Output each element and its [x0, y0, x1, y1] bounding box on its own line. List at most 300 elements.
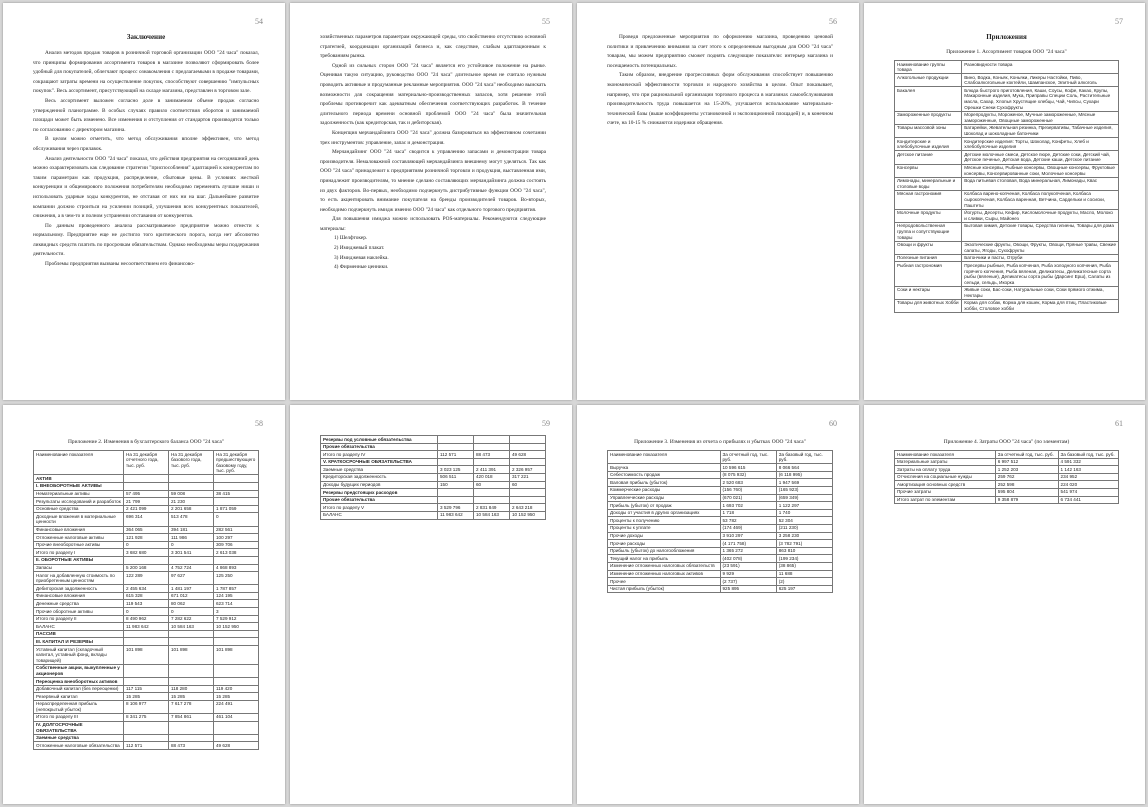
table-cell: 3 529 796: [438, 504, 474, 512]
paragraph: Весь ассортимент выложен согласно доле в занимаемом объеме продаж согласно утвержденной планограмме. В особых случаях правило соответствия оборотов и занимаемой площади может быть изменено. Все изменения и отступления от стандартов производятся только по согласованию с директором магазина.: [33, 97, 259, 133]
table-cell: Прочие обязательства: [321, 496, 438, 504]
table-cell: Прочие расходы: [608, 540, 721, 548]
table-row: [895, 241, 1119, 254]
table-cell: (156 760): [720, 486, 776, 494]
table-cell: 3 023 125: [438, 466, 474, 474]
table-row: [34, 693, 259, 701]
page-number: 54: [255, 17, 263, 26]
table-row: [608, 585, 833, 593]
table-cell: [169, 556, 214, 564]
table-row: [34, 541, 259, 549]
table-cell: Наименование группы товара: [895, 61, 962, 74]
table-cell: 119 543: [124, 600, 169, 608]
table-cell: 0: [124, 541, 169, 549]
table-cell: Финансовые вложения: [34, 526, 124, 534]
table-cell: Резервы под условные обязательства: [321, 436, 438, 444]
table-cell: 541 974: [1058, 488, 1118, 496]
table-cell: [169, 638, 214, 646]
table-cell: 863 810: [776, 547, 832, 555]
table-cell: 513 478: [169, 513, 214, 526]
table-cell: [438, 458, 474, 466]
table-row: [608, 578, 833, 586]
table-cell: Доходы от участия в других организациях: [608, 509, 721, 517]
table-cell: Себестоимость продаж: [608, 471, 721, 479]
table-header-row: [34, 451, 259, 475]
table-cell: 101 898: [214, 646, 259, 665]
table-row: [34, 585, 259, 593]
table-cell: 309 706: [214, 541, 259, 549]
paragraph: Анализ методов продаж товаров в розничной торговой организации ООО "24 часа" показал, что принципы формирования ассортимента товаров в магазине позволяют сформировать более удобный для покупателей, облегчают процесс ознакомления с предлагаемыми в продаже товарами, сокращают затраты времени на осуществление покупок, способствуют совершению "импульсных покупок". Весь ассортимент, присутствующий на складе магазина, представлен в торговом зале.: [33, 50, 259, 95]
table-cell: 88 473: [169, 742, 214, 750]
table-row: [895, 466, 1119, 474]
table-cell: 0: [169, 541, 214, 549]
table-row: [34, 713, 259, 721]
table-cell: Отложенные налоговые активы: [34, 534, 124, 542]
table-cell: [438, 443, 474, 451]
table-row: [608, 464, 833, 472]
table-cell: 8 341 275: [124, 713, 169, 721]
table-cell: IV. ДОЛГОСРОЧНЫЕ ОБЯЗАТЕЛЬСТВА: [34, 721, 124, 734]
costs-by-element-table: [894, 450, 1119, 504]
table-cell: 0: [214, 513, 259, 526]
table-cell: Переоценка внеоборотных активов: [34, 678, 124, 686]
table-row: [34, 615, 259, 623]
table-cell: БАЛАНС: [34, 623, 124, 631]
table-cell: 2 520 683: [720, 479, 776, 487]
table-cell: Товары для животных Хобби: [895, 299, 962, 312]
table-row: [608, 562, 833, 570]
table-cell: Молочные продукты: [895, 209, 962, 222]
table-cell: 117 115: [124, 685, 169, 693]
table-row: [34, 534, 259, 542]
table-cell: [474, 496, 510, 504]
table-cell: Отчисления на социальные нужды: [895, 473, 996, 481]
table-cell: 9 358 879: [995, 496, 1058, 504]
paragraph: Анализ деятельности ООО "24 часа" показал, что действия предприятия на сегодняшний день можно охарактеризовать как следование стратегии "приспособления" адаптацией к конкурентам по таким параметрам как продукция, распределение, сбытовые цены. В условиях жесткой конкуренции и общемирового положения потребителям необходимо переменять лучшие ниши и использовать ударные ходы конкурентов, не отставая от них ни на шаг. Дальнейшее развитие компании должно строиться на усилении позиций, улучшения всех конкурентных показателей, снижения, а в чем-то и полном устранении отставания от конкурентов.: [33, 155, 259, 220]
table-row: [34, 734, 259, 742]
table-cell: Батарейки, Жевательная резинка, Презервативы, Табачные изделия, Шоколад и шоколадные батончики: [962, 124, 1119, 137]
table-cell: 49 628: [510, 451, 546, 459]
table-row: [34, 482, 259, 490]
table-row: [34, 592, 259, 600]
table-cell: Батончики и пасты, Отруби: [962, 254, 1119, 262]
table-cell: Кредиторская задолженность: [321, 473, 438, 481]
table-cell: Итого по разделу V: [321, 504, 438, 512]
table-cell: 461 104: [214, 713, 259, 721]
table-cell: (4 171 758): [720, 540, 776, 548]
table-cell: Детское питание: [895, 151, 962, 164]
table-cell: Кондитерские изделия: Торты, Шоколад, Конфеты, Хлеб и хлебобулочные изделия: [962, 138, 1119, 151]
table-cell: 8 490 962: [124, 615, 169, 623]
table-row: [34, 513, 259, 526]
table-cell: 595 804: [995, 488, 1058, 496]
table-row: [895, 473, 1119, 481]
table-cell: 317 221: [510, 473, 546, 481]
table-cell: 9 929: [720, 570, 776, 578]
table-cell: [474, 436, 510, 444]
table-cell: Бытовая химия, Детские товары, Средства гигиены, Товары для дома: [962, 222, 1119, 241]
table-cell: Итого по разделу I: [34, 549, 124, 557]
table-cell: Финансовые вложения: [34, 592, 124, 600]
table-row: [34, 721, 259, 734]
table-cell: 2 455 634: [124, 585, 169, 593]
table-row: [34, 623, 259, 631]
table-cell: Наименование показателя: [34, 451, 124, 475]
table-cell: Нематериальные активы: [34, 490, 124, 498]
table-cell: 696 314: [124, 513, 169, 526]
table-cell: Бакалея: [895, 87, 962, 111]
table-cell: [124, 734, 169, 742]
table-row: [895, 286, 1119, 299]
paragraph: Проблемы предприятия вызваны несоответствием его финансово-: [45, 261, 195, 268]
table-header-row: [895, 451, 1119, 459]
table-cell: Итого по разделу III: [34, 713, 124, 721]
appendix-title: Приложения: [986, 33, 1027, 41]
table-cell: Результаты исследований и разработок: [34, 498, 124, 506]
table-cell: 8 106 977: [124, 700, 169, 713]
table-cell: 101 898: [124, 646, 169, 665]
table-cell: Нераспределенная прибыль (непокрытый убыток): [34, 700, 124, 713]
table-cell: 101 898: [169, 646, 214, 665]
table-cell: Товары массовой зоны: [895, 124, 962, 137]
table-row: [34, 638, 259, 646]
table-row: [321, 511, 546, 519]
table-cell: 100 297: [214, 534, 259, 542]
table-cell: 0: [124, 608, 169, 616]
table-row: [895, 209, 1119, 222]
table-cell: 5 200 168: [124, 564, 169, 572]
table-cell: Доходные вложения в материальные ценности: [34, 513, 124, 526]
table-cell: 394 181: [169, 526, 214, 534]
table-cell: [124, 638, 169, 646]
table-cell: [214, 556, 259, 564]
table-cell: (8 075 932): [720, 471, 776, 479]
table-cell: [474, 443, 510, 451]
table-cell: [214, 638, 259, 646]
table-cell: [510, 458, 546, 466]
table-cell: 3 258 230: [776, 532, 832, 540]
table-caption: Приложение 4. Затраты ООО "24 часа" (по элементам): [943, 439, 1070, 445]
balance-sheet-table: [33, 450, 259, 750]
table-cell: Корма для собак, Корма для кошек, Корма для птиц, Пластиковые хобби, Столовое хобби: [962, 299, 1119, 312]
table-cell: (2 737): [720, 578, 776, 586]
table-cell: 8 066 564: [776, 464, 832, 472]
table-cell: [510, 496, 546, 504]
document-page-54: [3, 3, 285, 400]
table-cell: 10 584 163: [474, 511, 510, 519]
table-cell: [124, 475, 169, 483]
table-cell: 420 018: [474, 473, 510, 481]
table-row: [895, 481, 1119, 489]
table-cell: 119 420: [214, 685, 259, 693]
table-cell: [124, 630, 169, 638]
table-cell: Пресервы рыбные, Рыба копченая, Рыба холодного копчения, Рыба горячего копчения, Рыба вяленая, Деликатесы, Деликатесные сорта рыбы (вяленые), Деликатесы сорта рыбы (Дарсинг Ерш), Салаты из сельди, сельдь, Икорка: [962, 262, 1119, 286]
table-cell: Проценты к уплате: [608, 524, 721, 532]
table-cell: Налог на добавленную стоимость по приобретенным ценностям: [34, 572, 124, 585]
table-cell: 60: [510, 481, 546, 489]
table-cell: 118 280: [169, 685, 214, 693]
table-row: [34, 498, 259, 506]
table-cell: [169, 630, 214, 638]
table-cell: 224 020: [1058, 481, 1118, 489]
table-cell: (211 230): [776, 524, 832, 532]
balance-sheet-table-continued: [320, 435, 546, 520]
table-cell: 6 997 512: [995, 458, 1058, 466]
paragraph: В целом можно отметить, что метод обслуживания вполне эффективен, что метод обслуживания через прилавок.: [33, 136, 259, 152]
table-cell: (6 118 995): [776, 471, 832, 479]
table-row: [895, 222, 1119, 241]
table-cell: Разновидности товара: [962, 61, 1119, 74]
table-cell: 1 481 197: [169, 585, 214, 593]
table-cell: Колбаса варено-копченая, Колбаса полукопченая, Колбаса сырокопченая, Колбаса варенная, Ветчина, Сардельки и сосиски, Паштеты: [962, 190, 1119, 209]
table-cell: 112 571: [438, 451, 474, 459]
table-cell: Прибыль (убыток) до налогообложения: [608, 547, 721, 555]
table-cell: 234 952: [1058, 473, 1118, 481]
table-cell: [510, 436, 546, 444]
table-row: [34, 564, 259, 572]
table-cell: Управленческие расходы: [608, 494, 721, 502]
table-row: [608, 547, 833, 555]
table-cell: 2 326 957: [510, 466, 546, 474]
table-cell: Материальные затраты: [895, 458, 996, 466]
paragraph: По данным проведенного анализа рассматриваемое предприятие можно отнести к нормальному. Предприятие еще не достигло того критического порога, когда нет абсолютно ликвидных средств платить по просрочкам обязательствам. Однако необходимы меры поддержания деятельности.: [33, 222, 259, 258]
table-cell: 4 752 724: [169, 564, 214, 572]
table-cell: Замороженные продукты: [895, 111, 962, 124]
table-cell: V. КРАТКОСРОЧНЫЕ ОБЯЗАТЕЛЬСТВА: [321, 458, 438, 466]
document-page-56: [577, 3, 859, 400]
table-row: [608, 509, 833, 517]
table-cell: Кондитерские и хлебобулочные изделия: [895, 138, 962, 151]
table-cell: 3: [214, 608, 259, 616]
table-cell: [169, 475, 214, 483]
table-row: [321, 496, 546, 504]
paragraph: Концепция мерчандайзинга ООО "24 часа" должна базироваться на эффективном сочетании трех инструментов: управление, запас и демонстрация.: [320, 129, 546, 146]
table-row: [34, 630, 259, 638]
table-cell: 121 928: [124, 534, 169, 542]
table-row: [34, 505, 259, 513]
table-cell: Основные средства: [34, 505, 124, 513]
page-number: 55: [542, 17, 550, 26]
table-cell: 49 628: [214, 742, 259, 750]
table-cell: 4 591 332: [1058, 458, 1118, 466]
table-cell: 925 895: [720, 585, 776, 593]
table-cell: Полезные питания: [895, 254, 962, 262]
table-cell: [438, 489, 474, 497]
table-cell: Выручка: [608, 464, 721, 472]
table-row: [34, 664, 259, 677]
page-number: 61: [1115, 419, 1123, 428]
table-caption: Приложение 3. Изменения из отчета о прибылях и убытках ООО "24 часа": [634, 439, 806, 445]
table-cell: Уставный капитал (складочный капитал, уставный фонд, вклады товарищей): [34, 646, 124, 665]
table-cell: 10 596 615: [720, 464, 776, 472]
table-row: [608, 471, 833, 479]
table-header-row: [895, 61, 1119, 74]
table-cell: За отчетный год, тыс. руб.: [995, 451, 1058, 459]
table-cell: 2 643 218: [510, 504, 546, 512]
table-row: [895, 124, 1119, 137]
table-cell: I. ВНЕОБОРОТНЫЕ АКТИВЫ: [34, 482, 124, 490]
list-item: 3) Имиджевая наклейка.: [334, 254, 389, 261]
table-cell: На 31 декабря отчетного года, тыс. руб.: [124, 451, 169, 475]
table-cell: Консервы: [895, 164, 962, 177]
table-row: [34, 678, 259, 686]
table-cell: 4 868 893: [214, 564, 259, 572]
table-row: [321, 451, 546, 459]
table-cell: 7 529 912: [214, 615, 259, 623]
list-item: 2) Имиджевый плакат.: [334, 245, 385, 252]
table-cell: ПАССИВ: [34, 630, 124, 638]
table-row: [34, 646, 259, 665]
table-cell: 3 682 680: [124, 549, 169, 557]
document-page-61: [864, 405, 1145, 804]
list-item: 1) Шелфтокер.: [334, 235, 368, 242]
paragraph: Мерчандайзинг ООО "24 часа" сводится к управлению запасами и демонстрации товара производителя. Немаловажной составляющей мерчандайзинга внешнему могут уделяться. Так как ООО "24 часа" принадлежит к предприятиям розничной торговли и продукция, выставленная ими, принадлежит производителям, то мнение сделано составляющих мерчандайзинга должна состоять из двух факторов. Во-первых, необходимо подчеркнуть дистрибутивные функции ООО "24 часа", то есть акцентировать внимание покупателя на бренды производителей товаров. Во-вторых, необходимо подчеркнуть имидж именно ООО "24 часа" как отдельного торгового предприятия.: [320, 149, 546, 213]
table-cell: 57 495: [124, 490, 169, 498]
page-number: 57: [1115, 17, 1123, 26]
table-cell: [214, 630, 259, 638]
table-cell: 60: [474, 481, 510, 489]
table-cell: 6 734 441: [1058, 496, 1118, 504]
table-row: [895, 164, 1119, 177]
table-cell: Наименование показателя: [608, 451, 721, 464]
table-cell: Наименование показателя: [895, 451, 996, 459]
page-number: 59: [542, 419, 550, 428]
table-cell: Итого по разделу IV: [321, 451, 438, 459]
table-cell: 97 627: [169, 572, 214, 585]
table-header-row: [608, 451, 833, 464]
table-cell: 259 762: [995, 473, 1058, 481]
table-cell: 282 561: [214, 526, 259, 534]
table-cell: За отчетный год, тыс. руб.: [720, 451, 776, 464]
table-cell: На 31 декабря базового года, тыс. руб.: [169, 451, 214, 475]
table-cell: 364 065: [124, 526, 169, 534]
table-cell: Йогурты, Десерты, Кефир, Кисломолочные продукты, Масло, Молоко и сливки, Сыры, Майонез: [962, 209, 1119, 222]
table-cell: Мясные консервы, Рыбные консервы, Овощные консервы, Фруктовые консервы, Консервированные соки, Молочные консервы: [962, 164, 1119, 177]
document-page-55: [290, 3, 572, 400]
table-cell: 671 012: [169, 592, 214, 600]
table-cell: 88 473: [474, 451, 510, 459]
pos-materials-list: [320, 234, 546, 272]
table-row: [34, 600, 259, 608]
table-row: [895, 74, 1119, 87]
table-cell: 623 714: [214, 600, 259, 608]
table-cell: Текущий налог на прибыль: [608, 555, 721, 563]
table-cell: [124, 721, 169, 734]
table-cell: Изменение отложенных налоговых обязательств: [608, 562, 721, 570]
table-cell: [169, 721, 214, 734]
table-cell: 2 201 658: [169, 505, 214, 513]
table-cell: 1 365 272: [720, 547, 776, 555]
table-row: [34, 556, 259, 564]
table-row: [321, 458, 546, 466]
table-row: [895, 262, 1119, 286]
table-cell: 7 617 278: [169, 700, 214, 713]
table-cell: [124, 664, 169, 677]
table-cell: [510, 443, 546, 451]
table-row: [895, 496, 1119, 504]
table-cell: 125 250: [214, 572, 259, 585]
table-cell: 3 301 541: [169, 549, 214, 557]
table-cell: Заемные средства: [34, 734, 124, 742]
table-cell: Живые соки, Бас-соки, Натуральные соки, Соки прямого отжима, Нектары: [962, 286, 1119, 299]
document-page-58: [3, 405, 285, 804]
table-cell: (670 021): [720, 494, 776, 502]
table-cell: Экзотические фрукты, Овощи, Фрукты, Овощи, Пряные травы, Свежие салаты, Ягоды, Сухофрукты: [962, 241, 1119, 254]
table-cell: Морепродукты, Мороженое, Мучные замороженные, Мясные замороженные, Овощные замороженные: [962, 111, 1119, 124]
table-cell: Запасы: [34, 564, 124, 572]
table-cell: Прибыль (убыток) от продаж: [608, 502, 721, 510]
table-cell: [169, 664, 214, 677]
table-cell: АКТИВ: [34, 475, 124, 483]
table-cell: 2 831 849: [474, 504, 510, 512]
table-cell: (2): [776, 578, 832, 586]
table-cell: Денежные средства: [34, 600, 124, 608]
paragraph: Одной из сильных сторон ООО "24 часа" является его устойчивое положение на рынке. Оценивая такую ситуацию, руководство ООО "24 часа" длительное время не считало нужным проводить активные и продуманные рекламные мероприятия. ООО "24 часа" необходимо выискать возможности для сокращения материально-производственных запасов, хотя решение этой проблемы противоречит как адекватным обеспечения соответствующих разработок. В течение длительного периода времени основной проблемой ООО "24 часа" была значительная задолженность (как кредиторская, так и дебиторская).: [320, 62, 546, 127]
table-cell: 21 230: [169, 498, 214, 506]
table-row: [608, 532, 833, 540]
table-cell: Алкогольные продукции: [895, 74, 962, 87]
paragraph: Для повышения имиджа можно использовать POS-материалы. Рекомендуются следующие материалы:: [320, 216, 546, 232]
table-caption: Приложение 2. Изменения в бухгалтерского баланса ООО "24 часа": [68, 439, 224, 445]
table-cell: Вода питьевая столовая, Вода минеральная, Лимонады, Квас: [962, 177, 1119, 190]
table-cell: 111 986: [169, 534, 214, 542]
table-header-row: [321, 436, 546, 444]
table-cell: [214, 664, 259, 677]
table-cell: 11 983 642: [124, 623, 169, 631]
table-cell: 59 008: [169, 490, 214, 498]
page-number: 56: [829, 17, 837, 26]
table-cell: (199 234): [776, 555, 832, 563]
table-cell: [214, 721, 259, 734]
table-cell: Резервы предстоящих расходов: [321, 489, 438, 497]
table-cell: Мясная гастрономия: [895, 190, 962, 209]
table-cell: [124, 556, 169, 564]
table-cell: 15 285: [169, 693, 214, 701]
document-page-57: [864, 3, 1145, 400]
table-cell: 2 411 391: [474, 466, 510, 474]
table-row: [321, 473, 546, 481]
page-number: 60: [829, 419, 837, 428]
table-cell: 7 282 622: [169, 615, 214, 623]
table-row: [608, 570, 833, 578]
page-number: 58: [255, 419, 263, 428]
table-cell: (659 349): [776, 494, 832, 502]
table-cell: 1 787 857: [214, 585, 259, 593]
table-cell: 1 947 569: [776, 479, 832, 487]
table-row: [608, 517, 833, 525]
table-cell: Валовая прибыль (убыток): [608, 479, 721, 487]
table-cell: [169, 482, 214, 490]
table-cell: [214, 482, 259, 490]
table-cell: Резервный капитал: [34, 693, 124, 701]
table-row: [608, 524, 833, 532]
income-statement-table: [607, 450, 833, 593]
table-cell: 3 910 297: [720, 532, 776, 540]
table-cell: Прочие доходы: [608, 532, 721, 540]
table-row: [895, 138, 1119, 151]
table-cell: Затраты на оплату труда: [895, 466, 996, 474]
table-row: [895, 299, 1119, 312]
table-cell: Дебиторская задолженность: [34, 585, 124, 593]
table-cell: 1 693 702: [720, 502, 776, 510]
table-cell: Овощи и фрукты: [895, 241, 962, 254]
table-cell: [169, 678, 214, 686]
table-cell: 10 584 163: [169, 623, 214, 631]
table-cell: [214, 678, 259, 686]
table-cell: Непродовольственная группа и сопутствующие товары: [895, 222, 962, 241]
table-row: [34, 490, 259, 498]
table-cell: 150: [438, 481, 474, 489]
